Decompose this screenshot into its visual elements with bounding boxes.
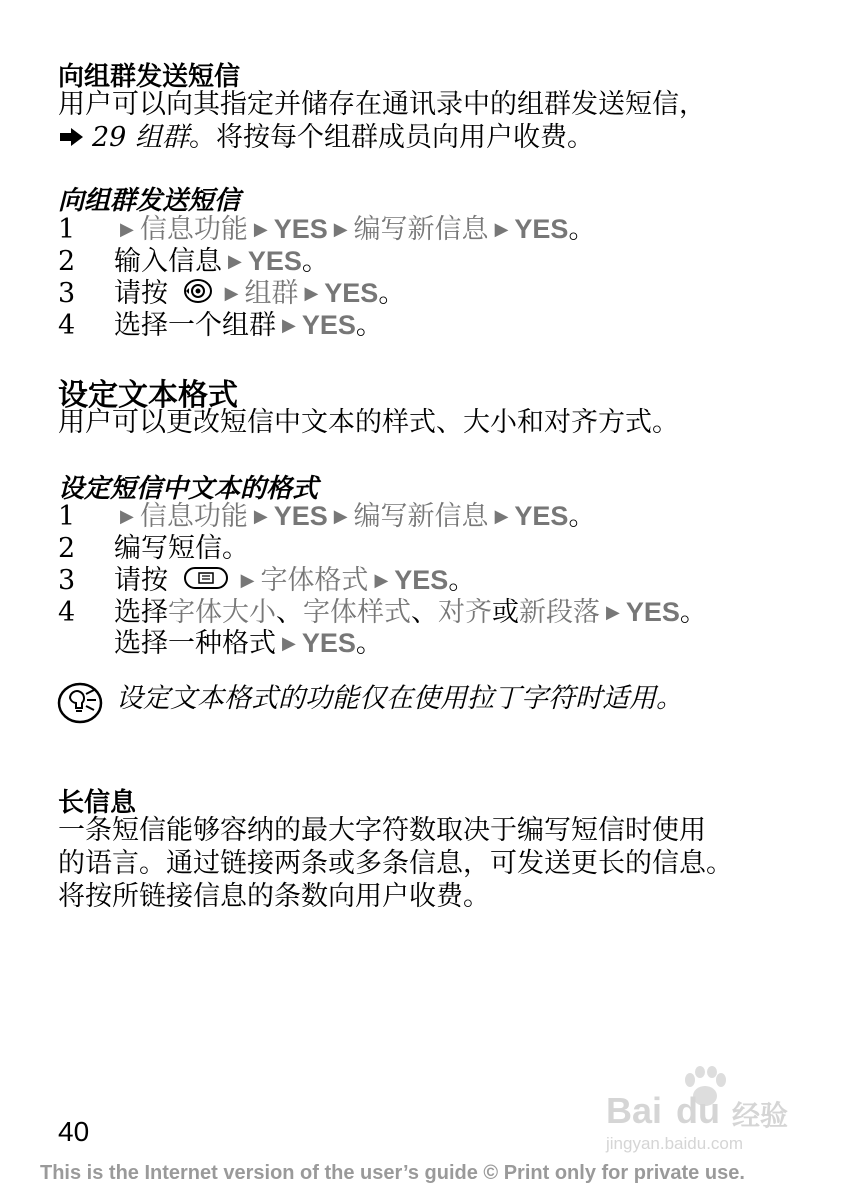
punctuation: 。 xyxy=(679,597,707,628)
step-item xyxy=(58,500,595,536)
step-text: 请按 xyxy=(114,278,168,309)
menu-triangle-icon: ▶ xyxy=(224,283,239,304)
step-item xyxy=(58,627,383,663)
section-heading-group-sms: 向组群发送短信 xyxy=(58,62,241,92)
step-text: 输入信息 xyxy=(114,246,222,277)
section-heading-text-format: 设定文本格式 xyxy=(58,378,238,413)
punctuation: 。 xyxy=(378,278,406,309)
menu-triangle-icon: ▶ xyxy=(333,219,348,240)
step-text: 选择 xyxy=(114,597,168,628)
menu-option: 字体大小 xyxy=(168,597,276,628)
menu-option: 字体样式 xyxy=(303,597,411,628)
menu-item: 信息功能 xyxy=(139,214,248,245)
step-text: 选择一个组群 xyxy=(114,310,276,341)
menu-key-icon xyxy=(183,565,229,598)
subheading-text-format: 设定短信中文本的格式 xyxy=(58,474,319,504)
tip-bulb-icon xyxy=(56,682,104,728)
cross-reference[interactable]: 29 组群 xyxy=(92,122,189,153)
menu-option: 新段落 xyxy=(519,597,600,628)
paragraph-line: 的语言。通过链接两条或多条信息，可发送更长的信息。 xyxy=(58,848,733,879)
punctuation: 。 xyxy=(301,246,329,277)
paragraph-text-format: 用户可以更改短信中文本的样式、大小和对齐方式。 xyxy=(58,407,679,438)
yes-key: YES xyxy=(324,278,379,308)
step-item xyxy=(58,277,405,313)
paragraph-line: 将按所链接信息的条数向用户收费。 xyxy=(58,881,490,912)
menu-triangle-icon: ▶ xyxy=(253,219,268,240)
step-number: 2 xyxy=(58,246,76,277)
step-number: 2 xyxy=(58,533,76,564)
step-item xyxy=(58,245,329,281)
paragraph-line xyxy=(58,121,706,155)
paragraph-line: 一条短信能够容纳的最大字符数取决于编写短信时使用 xyxy=(58,815,706,846)
menu-item: 信息功能 xyxy=(139,501,248,532)
page-number: 40 xyxy=(58,1116,90,1147)
watermark-brand-2: du xyxy=(676,1090,720,1131)
section-heading-long-message: 长信息 xyxy=(58,788,137,818)
menu-triangle-icon: ▶ xyxy=(120,219,134,240)
step-item xyxy=(58,309,383,345)
punctuation: 。 xyxy=(448,565,476,596)
menu-triangle-icon: ▶ xyxy=(374,570,389,591)
yes-key: YES xyxy=(273,501,328,531)
paragraph-line-rest: 。将按每个组群成员向用户收费。 xyxy=(188,122,594,153)
menu-triangle-icon: ▶ xyxy=(282,315,296,336)
tip-text: 设定文本格式的功能仅在使用拉丁字符时适用。 xyxy=(116,683,683,714)
menu-triangle-icon: ▶ xyxy=(282,633,296,654)
step-item xyxy=(58,532,249,565)
watermark-url: jingyan.baidu.com xyxy=(606,1134,744,1153)
menu-triangle-icon: ▶ xyxy=(253,506,268,527)
step-number: 3 xyxy=(58,278,76,309)
menu-triangle-icon: ▶ xyxy=(228,251,242,272)
menu-triangle-icon: ▶ xyxy=(240,570,255,591)
punctuation: 。 xyxy=(568,501,596,532)
step-number: 4 xyxy=(58,597,76,628)
right-arrow-icon xyxy=(58,122,84,155)
yes-key: YES xyxy=(301,310,356,340)
menu-item: 编写新信息 xyxy=(353,501,489,532)
yes-key: YES xyxy=(394,565,449,595)
yes-key: YES xyxy=(514,214,569,244)
step-text: 请按 xyxy=(114,565,168,596)
step-item xyxy=(58,213,595,249)
step-text: 选择一种格式 xyxy=(114,628,276,659)
punctuation: 。 xyxy=(355,628,383,659)
separator: 、 xyxy=(276,597,303,628)
menu-triangle-icon: ▶ xyxy=(304,283,319,304)
menu-option: 对齐 xyxy=(438,597,492,628)
menu-triangle-icon: ▶ xyxy=(494,506,509,527)
menu-item: 组群 xyxy=(244,278,299,309)
conjunction: 或 xyxy=(492,597,519,628)
paragraph-group-sms xyxy=(58,88,706,155)
step-text: 编写短信。 xyxy=(114,533,249,564)
yes-key: YES xyxy=(514,501,569,531)
navigation-key-icon xyxy=(183,278,213,312)
paragraph-line: 用户可以向其指定并储存在通讯录中的组群发送短信， xyxy=(58,89,706,120)
yes-key: YES xyxy=(301,628,356,658)
menu-triangle-icon: ▶ xyxy=(333,506,348,527)
step-number: 1 xyxy=(58,501,76,532)
footer-notice: This is the Internet version of the user’s guide © Print only for private use. xyxy=(40,1162,745,1184)
yes-key: YES xyxy=(247,246,302,276)
menu-item: 编写新信息 xyxy=(353,214,489,245)
step-item xyxy=(58,564,475,600)
paragraph-long-message xyxy=(58,814,733,913)
step-number: 4 xyxy=(58,310,76,341)
subheading-group-sms: 向组群发送短信 xyxy=(58,186,241,216)
step-number: 3 xyxy=(58,565,76,596)
punctuation: 。 xyxy=(355,310,383,341)
menu-item: 字体格式 xyxy=(260,565,369,596)
yes-key: YES xyxy=(273,214,328,244)
watermark-brand: Bai xyxy=(606,1090,663,1131)
menu-triangle-icon: ▶ xyxy=(120,506,134,527)
punctuation: 。 xyxy=(568,214,596,245)
menu-triangle-icon: ▶ xyxy=(494,219,509,240)
baidu-watermark xyxy=(580,1066,810,1156)
step-number: 1 xyxy=(58,214,76,245)
menu-triangle-icon: ▶ xyxy=(606,602,620,623)
watermark-brand-cn: 经验 xyxy=(732,1099,789,1132)
separator: 、 xyxy=(411,597,438,628)
yes-key: YES xyxy=(625,597,680,627)
